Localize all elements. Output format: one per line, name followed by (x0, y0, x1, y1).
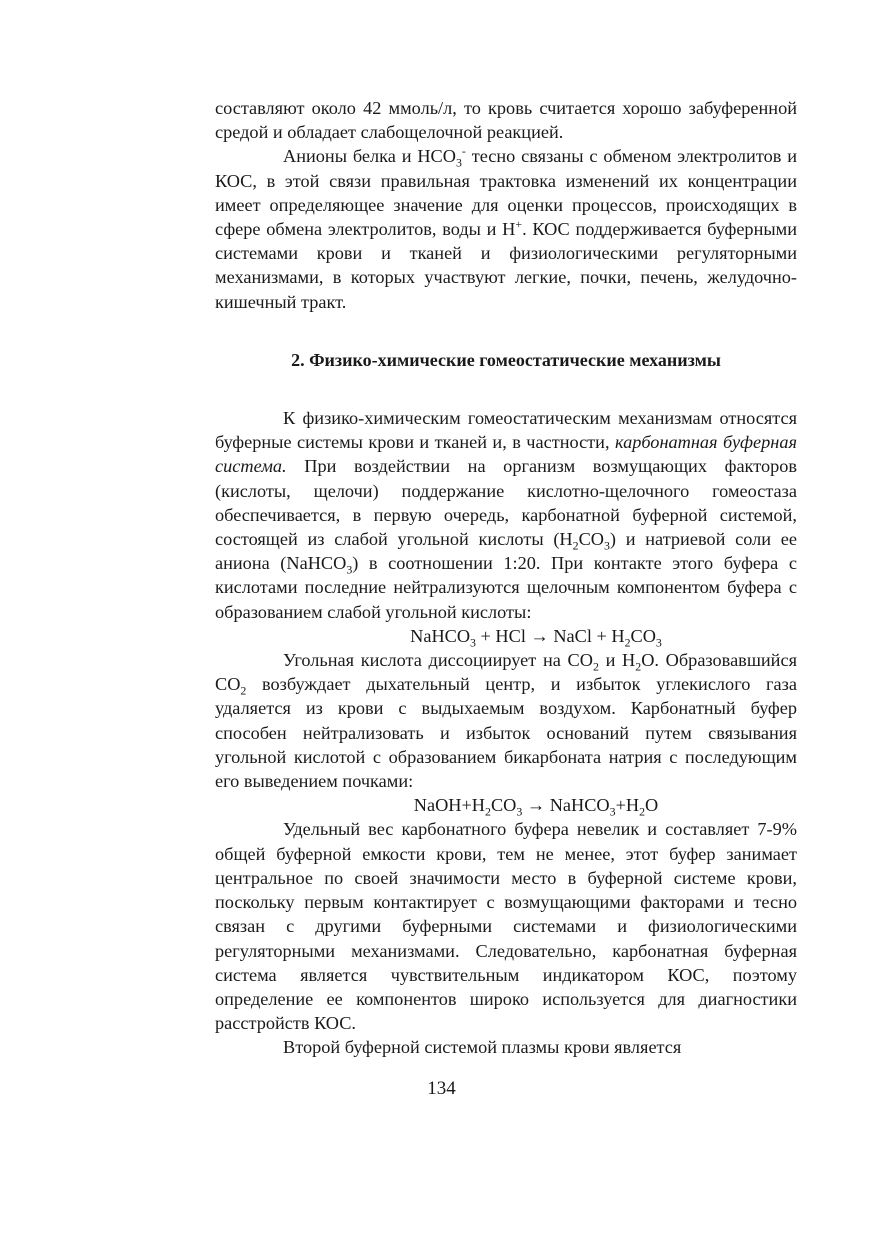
paragraph-1: составляют около 42 ммоль/л, то кровь считается хорошо забуференной средой и обладает слабощелочной реакцией. (215, 98, 797, 143)
paragraph-4: Угольная кислота диссоциирует на $CO_2$ и $H_2O$. Образовавшийся $CO_2$ возбуждает дыхательный центр, и избыток углекислого газа удаляется из крови с выдыхаемым воздухом. Карбонатный буфер способен нейтрализовать и избыток оснований путем связывания угольной кислотой с образованием бикарбоната натрия с последующим его выведением почками: (215, 650, 797, 792)
body-text (215, 96, 797, 1060)
paragraph-2: Анионы белка и $HCO_3^-$ тесно связаны с обменом электролитов и КОС, в этой связи правильная трактовка изменений их концентрации имеет определяющее значение для оценки процессов, происходящих в сфере обмена электролитов, воды и H+. КОС поддерживается буферными системами крови и тканей и физиологическими регуляторными механизмами, в которых участвуют легкие, почки, печень, желудочно-кишечный тракт. (215, 144, 797, 312)
page-number: 134 (427, 1078, 456, 1099)
paragraph-3: К физико-химическим гомеостатическим механизмам относятся буферные системы крови и тканей и, в частности, карбонатная буферная система. При воздействии на организм возмущающих факторов (кислоты, щелочи) поддержание кислотно-щелочного гомеостаза обеспечивается, в первую очередь, карбонатной буферной системой, состоящей из слабой угольной кислоты $(H_2CO_3)$ и натриевой соли ее аниона (NaHCO$_3$) в соотношении 1:20. При контакте этого буфера с кислотами последние нейтрализуются щелочным компонентом буфера с образованием слабой угольной кислоты: (215, 408, 798, 622)
formula-neutralization: NaHCO$_3$ + HCl → NaCl + $H_2CO_3$ (410, 625, 662, 650)
paragraph-5: Удельный вес карбонатного буфера невелик и составляет 7-9% общей буферной емкости крови, тем не менее, этот буфер занимает центральное по своей значимости место в буферной системе крови, поскольку первым контактирует с возмущающими факторами и тесно связан с другими буферными системами и физиологическими регуляторными механизмами. Следовательно, карбонатная буферная система является чувствительным индикатором КОС, поэтому определение ее компонентов широко используется для диагностики расстройств КОС. (215, 819, 797, 1034)
section-heading: 2. Физико-химические гомеостатические механизмы (291, 349, 721, 370)
paragraph-6: Второй буферной системой плазмы крови является (283, 1037, 682, 1058)
formula-base-neutralization: $NaOH+H_2CO_3$ → $NaHCO_3+H_2O$ (413, 795, 659, 819)
